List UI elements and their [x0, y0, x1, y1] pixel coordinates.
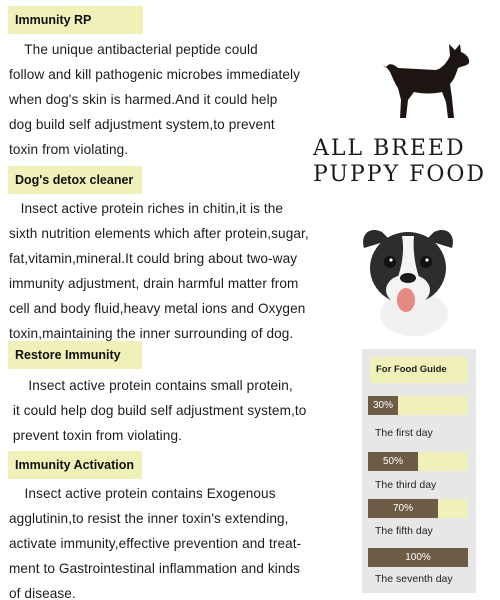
guide-bar-fill: 50% [368, 452, 418, 471]
text-line: activate immunity,effective prevention and treat- [9, 536, 302, 551]
guide-bar-fill: 70% [368, 499, 438, 518]
text-line: when dog's skin is harmed.And it could help [9, 92, 278, 107]
text-line: cell and body fluid,heavy metal ions and Oxygen [9, 301, 306, 316]
text-line: dog build self adjustment system,to prevent [9, 117, 275, 132]
guide-day-label: The first day [375, 427, 433, 439]
text-line: it could help dog build self adjustment system,to [9, 403, 307, 418]
text-line: of disease. [9, 586, 76, 600]
text-line: ment to Gastrointestinal inflammation and kinds [9, 561, 301, 576]
text-line: sixth nutrition elements which after protein,sugar, [9, 226, 309, 241]
dog-silhouette-icon [376, 38, 474, 124]
text-line: agglutinin,to resist the inner toxin's extending, [9, 511, 289, 526]
guide-day-label: The seventh day [375, 573, 453, 585]
guide-bar-track [368, 548, 468, 567]
section-text-immunity-activation [9, 481, 301, 600]
brand-line-2: PUPPY FOOD [313, 162, 487, 187]
food-guide-panel [362, 349, 476, 593]
text-line: Insect active protein contains small protein, [9, 378, 293, 393]
section-heading-detox-cleaner: Dog's detox cleaner [8, 166, 142, 194]
guide-bar-fill: 30% [368, 396, 398, 415]
text-line: The unique antibacterial peptide could [9, 42, 258, 57]
section-text-detox-cleaner [9, 196, 309, 346]
text-line: immunity adjustment, drain harmful matter from [9, 276, 299, 291]
text-line: Insect active protein contains Exogenous [9, 486, 276, 501]
section-heading-immunity-activation: Immunity Activation [8, 451, 142, 479]
guide-day-label: The fifth day [375, 525, 433, 537]
puppy-photo-icon [356, 218, 460, 338]
section-heading-restore-immunity: Restore Immunity [8, 341, 142, 369]
text-line: toxin from violating. [9, 142, 129, 157]
guide-bar-track [368, 396, 468, 415]
guide-day-label: The third day [375, 479, 437, 491]
section-text-immunity-rp [9, 37, 300, 162]
food-guide-title: For Food Guide [370, 357, 468, 383]
guide-bar-fill: 100% [368, 548, 468, 567]
guide-bar-track [368, 452, 468, 471]
text-line: toxin,maintaining the inner surrounding of dog. [9, 326, 294, 341]
section-heading-immunity-rp: Immunity RP [8, 6, 143, 34]
text-line: prevent toxin from violating. [9, 428, 183, 443]
guide-bar-track [368, 499, 468, 518]
text-line: fat,vitamin,mineral.It could bring about two-way [9, 251, 298, 266]
text-line: Insect active protein riches in chitin,it is the [9, 201, 284, 216]
section-text-restore-immunity [9, 373, 306, 448]
brand-line-1: ALL BREED [313, 136, 466, 161]
text-line: follow and kill pathogenic microbes immediately [9, 67, 301, 82]
